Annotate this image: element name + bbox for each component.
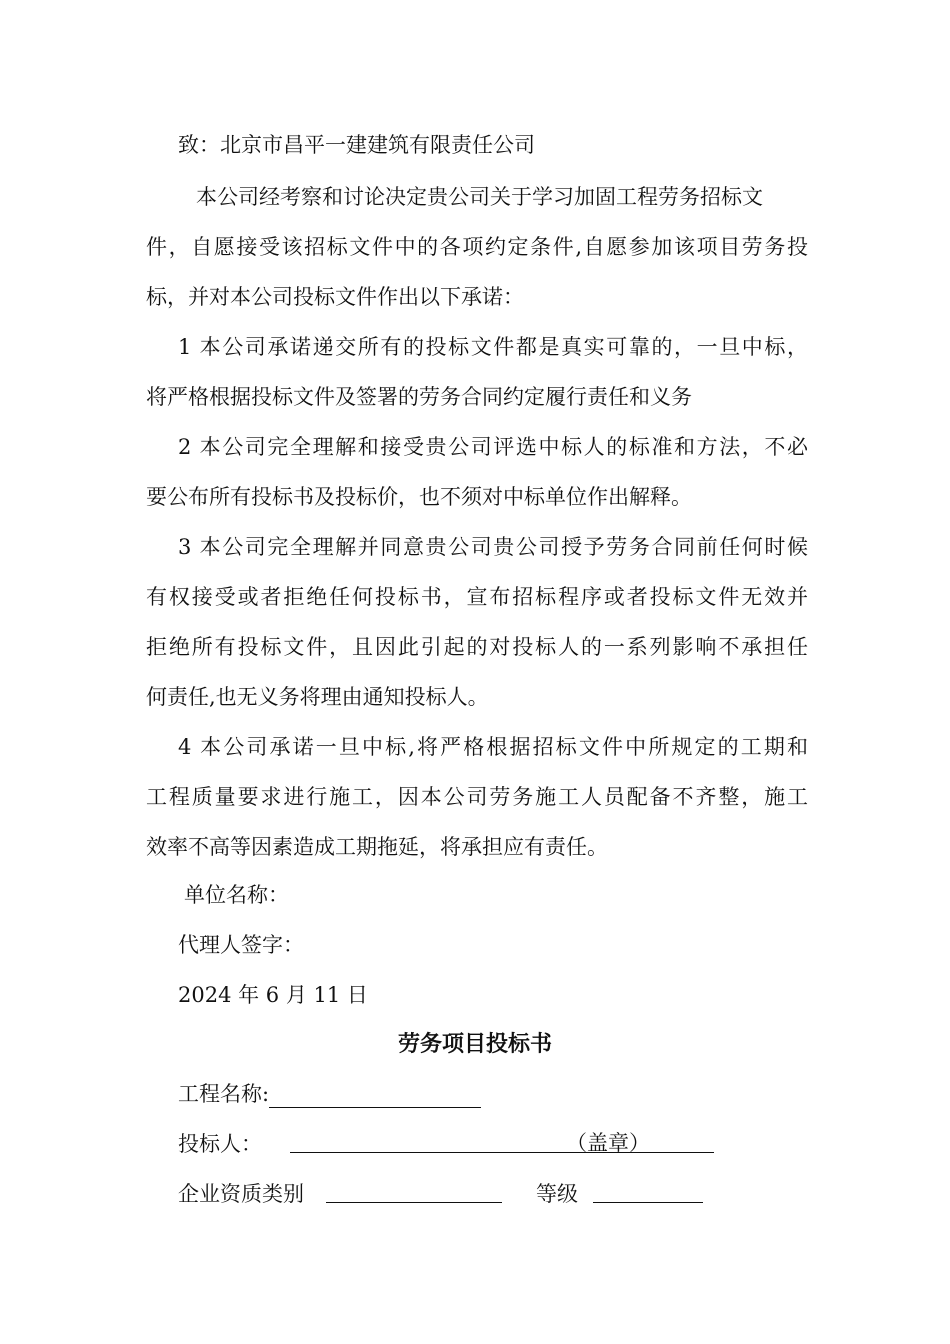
item-3-line-2: 有权接受或者拒绝任何投标书，宣布招标程序或者投标文件无效并 (146, 585, 808, 609)
grade-label: 等级 (536, 1182, 578, 1206)
bidder-label: 投标人： (178, 1132, 262, 1156)
item-3-line-3: 拒绝所有投标文件，且因此引起的对投标人的一系列影响不承担任 (146, 635, 808, 659)
project-name-row (178, 1080, 481, 1108)
qualification-label: 企业资质类别 (178, 1182, 304, 1206)
item-1-line-1: 1 本公司承诺递交所有的投标文件都是真实可靠的，一旦中标， (178, 335, 808, 359)
seal-label: （盖章） (566, 1131, 650, 1155)
qualification-field[interactable] (326, 1180, 502, 1203)
bidder-field[interactable] (290, 1130, 714, 1153)
item-4-line-2: 工程质量要求进行施工，因本公司劳务施工人员配备不齐整，施工 (146, 785, 808, 809)
date-line: 2024 年 6 月 11 日 (178, 983, 368, 1007)
item-4-line-3: 效率不高等因素造成工期拖延，将承担应有责任。 (146, 835, 608, 859)
project-name-label: 工程名称: (178, 1082, 270, 1106)
grade-field[interactable] (593, 1180, 703, 1203)
agent-signature-label: 代理人签字： (178, 933, 304, 957)
intro-line-3: 标，并对本公司投标文件作出以下承诺： (146, 285, 524, 309)
item-3-line-4: 何责任,也无义务将理由通知投标人。 (146, 685, 489, 709)
intro-line-2: 件，自愿接受该招标文件中的各项约定条件,自愿参加该项目劳务投 (146, 235, 808, 259)
item-4-line-1: 4 本公司承诺一旦中标,将严格根据招标文件中所规定的工期和 (178, 735, 808, 759)
intro-line-1: 本公司经考察和讨论决定贵公司关于学习加固工程劳务招标文 (196, 185, 763, 209)
unit-name-label: 单位名称： (184, 883, 289, 907)
addressee-line: 致：北京市昌平一建建筑有限责任公司 (178, 133, 535, 157)
item-2-line-2: 要公布所有投标书及投标价，也不须对中标单位作出解释。 (146, 485, 692, 509)
project-name-field[interactable] (269, 1085, 481, 1108)
form-title: 劳务项目投标书 (397, 1031, 552, 1057)
item-2-line-1: 2 本公司完全理解和接受贵公司评选中标人的标准和方法，不必 (178, 435, 808, 459)
item-3-line-1: 3 本公司完全理解并同意贵公司贵公司授予劳务合同前任何时候 (178, 535, 808, 559)
item-1-line-2: 将严格根据投标文件及签署的劳务合同约定履行责任和义务 (146, 385, 692, 409)
